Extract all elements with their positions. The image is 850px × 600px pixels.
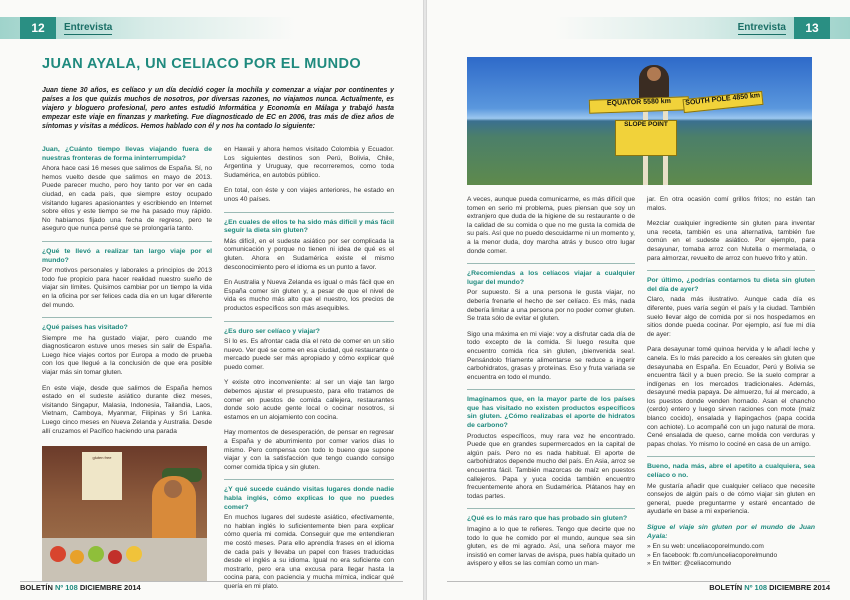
- interview-answer: Sigo una máxima en mi viaje: voy a disfrutar cada día de todo excepto de la comida. Si luego resulta que encuentro comida rica sin gluten, ¡bienvenida sea!. Pensándolo fríamente alimentarse se reduce a ingerir carbohidratos, grasas y proteínas. Eso y fruta variada se encuentra en todo el mundo.: [467, 330, 635, 381]
- question-rule: [224, 479, 394, 480]
- interview-answer: Por motivos personales y laborales a principios de 2013 todo fue propicio para hacer realidad nuestro sueño de viajar sin límites. Quisimos cambiar por un tiempo la vida en la oficina por ser felices cada día en un lugar diferente del mundo.: [42, 267, 212, 309]
- interview-answer: Mezclar cualquier ingrediente sin gluten para inventar una receta, también es una alternativa, también fue común en el sudeste asiático. Por ejemplo, para desayunar, tomaba arroz con Nutella o mermelada, o para almorzar, revuelto de arroz con huevo frito y atún.: [647, 220, 815, 262]
- page-number: 12: [20, 17, 56, 39]
- interview-answer: Más difícil, en el sudeste asiático por ser complicada la comunicación y porque no tienen ni idea de qué es el gluten. Ahora en Sudamérica existe el mismo desconocimiento pero el idioma es un punto a favor.: [224, 237, 394, 271]
- question-rule: [224, 212, 394, 213]
- left-column-1: [42, 146, 212, 443]
- footer-prefix: BOLETÍN: [20, 583, 53, 592]
- footer-rule: [20, 581, 403, 582]
- right-column-2: [647, 196, 815, 524]
- fruit-shape: [108, 550, 122, 564]
- fruit-counter: [42, 538, 207, 582]
- interview-question: ¿Recomiendas a los celíacos viajar a cualquier lugar del mundo?: [467, 270, 635, 286]
- interview-answer: Claro, nada más ilustrativo. Aunque cada día es diferente, pues varía según el país y la ciudad. También suelo llevar algo de comida por si nos hospedamos en sitios donde pueda cocinar. Por ejemplo, así fue mi día de ayer:: [647, 296, 815, 338]
- slope-point-sign: SLOPE POINT: [615, 120, 677, 156]
- right-page: [427, 0, 850, 600]
- south-pole-sign: SOUTH POLE 4850 km: [682, 91, 763, 113]
- interview-answer: Por supuesto. Si a una persona le gusta viajar, no debería frenarle el hecho de ser celíaco. Es más, nada debería limitar a una persona por no poder comer gluten. Se trata sólo de evitar el gluten.: [467, 289, 635, 323]
- interview-answer: Para desayunar tomé quinoa hervida y le añadí leche y canela. Es lo más parecido a los cereales sin gluten que desayunaba en España. En Ecuador, Perú y Bolivia se encuentra fácil y a buen precio. Se la suelo comprar a indígenas en los mercados tradicionales. Además, desayuné media papaya. De almuerzo, fui al mercado, a los puestos donde venden hornado. Asan el chancho (cerdo) entero y luego sirven raciones con mote (maíz blanco cocido), ensalada y llapingachos (papa cocida con achiote). Lo acompañé con un jugo natural de mora. Cené ensalada de queso, carne molida con verduras y papas cholas. Yo mismo lo cociné en casa de un amigo.: [647, 346, 815, 448]
- interview-answer: En este viaje, desde que salimos de España hemos estado en el sudeste asiático durante diez meses, visitando Singapur, Malasia, Indonesia, Tailandia, Laos, Vietnam, Camboya, Myanmar, Filipinas y Sri Lanka. Luego cinco meses en Nueva Zelanda y Australia. Desde allí cruzamos el Pacífico haciendo una parada: [42, 384, 212, 435]
- question-rule: [647, 456, 815, 457]
- market-sign: [82, 452, 122, 500]
- interview-question: Imaginamos que, en la mayor parte de los países que has visitado no existen productos específicos sin gluten. ¿Cómo realizabas el aporte de hidratos de carbono?: [467, 396, 635, 430]
- interview-question: ¿Qué es lo más raro que has probado sin gluten?: [467, 515, 628, 523]
- market-photo: [42, 446, 207, 582]
- equator-sign: EQUATOR 5580 km: [589, 96, 689, 113]
- market-sign-text: gluten free: [92, 455, 112, 460]
- interview-question: ¿Qué te llevó a realizar tan largo viaje por el mundo?: [42, 247, 212, 264]
- page-number: 13: [794, 17, 830, 39]
- article-intro: Juan tiene 30 años, es celíaco y un día decidió coger la mochila y comenzar a viajar por continentes y países a los que quizás muchos de nosotros, por diversas razones, no viajamos nunca. Actualmente, es viajero y bloguero profesional, pero antes estudió Informática y Economía en Málaga y trabajó hasta empezar este viaje en finanzas y marketing. Fue diagnosticado de EC en 2006, tras más de diez años de síntomas y visitas a médicos. Hemos hablado con él y nos ha contado lo siguiente:: [42, 87, 394, 131]
- interview-answer: Hay momentos de desesperación, de pensar en regresar a España y de aburrimiento por comer varios días lo mismo. Pero compensa con todo lo bueno que supone viajar y con la satisfacción que tengo cuando consigo comer comida típica y sin gluten.: [224, 429, 394, 471]
- interview-answer: Ahora hace casi 16 meses que salimos de España. Sí, no hemos vuelto desde que salimos en mayo de 2013. Puede parecer mucho, pero hoy tanto por ver en cada ciudad, en cada país, que siempre estoy ocupado visitando lugares apasionantes y escribiendo en Internet sobre ellos y este tiempo se me ha pasado muy rápido. No habíamos fijado una fecha de regreso, pero te aseguro que nunca pensé que se prolongaría tanto.: [42, 165, 212, 233]
- footer-rule: [447, 581, 830, 582]
- interview-answer: Sí lo es. Es afrontar cada día el reto de comer en un sitio nuevo. Ver qué se come en esa ciudad, qué restaurante o mercado puede ser más apropiado y cómo explicar qué puedo comer.: [224, 338, 394, 371]
- interview-answer: Siempre me ha gustado viajar, pero cuando me diagnosticaron estuve unos meses sin salir de España. Luego hice viajes cortos por Europa a modo de prueba con los que llegué a la conclusión de que era posible viajar más sin tomar gluten.: [42, 334, 212, 377]
- follow-link-twitter[interactable]: » En twitter: @celiacomundo: [647, 560, 732, 568]
- interview-answer: A veces, aunque pueda comunicarme, es más difícil que tomen en serio mi problema, pues piensan que soy un extranjero que duda de la higiene de su restaurante o de la calidad de su comida o que no me gusta la comida de su país. Así que no puedo descuidarme ni un momento y, a la menor duda, doy marcha atrás y busco otro lugar donde comer.: [467, 196, 635, 255]
- fruit-shape: [126, 546, 142, 562]
- interview-answer: Y existe otro inconveniente: al ser un viaje tan largo debemos ajustar el presupuesto, para ello tratamos de comer en puestos de comida callejera, restaurantes donde solo acude gente local o cocinar nosotros, si estamos en un alojamiento con cocina.: [224, 379, 394, 421]
- interview-question: Por último, ¿podrías contarnos tu dieta sin gluten del día de ayer?: [647, 277, 815, 293]
- interview-answer: en Hawaii y ahora hemos visitado Colombia y Ecuador. Los siguientes destinos son Perú, Bolivia, Chile, Argentina y Uruguay, que recorreremos, como toda Sudamérica, en autobús público.: [224, 146, 394, 179]
- section-tag: Entrevista: [64, 22, 113, 33]
- question-rule: [42, 241, 212, 242]
- question-rule: [42, 317, 212, 318]
- follow-link-web[interactable]: » En su web: unceliacoporelmundo.com: [647, 543, 764, 551]
- face-shape: [164, 480, 182, 498]
- interview-question: ¿En cuales de ellos te ha sido más difícil y más fácil seguir la dieta sin gluten?: [224, 218, 394, 235]
- article-title: JUAN AYALA, UN CELIACO POR EL MUNDO: [42, 56, 362, 72]
- fruit-shape: [88, 546, 104, 562]
- question-rule: [647, 270, 815, 271]
- footer-number: Nº 108: [744, 583, 768, 592]
- question-rule: [467, 389, 635, 390]
- interview-question: Juan, ¿Cuánto tiempo llevas viajando fuera de nuestras fronteras de forma ininterrumpida?: [42, 146, 212, 162]
- right-column-1: [467, 196, 635, 576]
- left-page: [0, 0, 423, 600]
- fruit-shape: [70, 550, 84, 564]
- interview-question: ¿Es duro ser celíaco y viajar?: [224, 327, 320, 335]
- face-shape: [647, 67, 661, 81]
- question-rule: [224, 321, 394, 322]
- interview-question: Bueno, nada más, abre el apetito a cualquiera, sea celíaco o no.: [647, 463, 815, 480]
- interview-answer: Productos específicos, muy rara vez he encontrado. Puede que en grandes supermercados en la capital de algún país. Pero no es nada habitual. El aporte de carbohidratos depende mucho del país. En Asia, arroz se encuentra fácil. También mazorcas de maíz en puestos callejeros. Papa y yuca cocida también encuentro frecuentemente ahora en Sudamérica. Plátanos hay en todas partes.: [467, 432, 635, 500]
- interview-answer: Me gustaría añadir que cualquier celíaco que necesite consejos de algún país o de cómo viajar sin gluten en general, puede preguntarme y estaré encantado de ayudarle en base a mi experiencia.: [647, 482, 815, 516]
- question-rule: [467, 508, 635, 509]
- interview-answer: Imagino a lo que te refieres. Tengo que decirte que no todo lo que he comido por el mundo, aunque sea sin gluten, es de mi agrado. Así, una señora mayor me insistió en comer larvas de avispa, pues había quitado un avispero y ellos se las comían como un man-: [467, 526, 635, 568]
- follow-title: Sigue el viaje sin gluten por el mundo de Juan Ayala:: [647, 524, 815, 540]
- left-column-2: [224, 146, 394, 599]
- interview-answer: En total, con éste y con viajes anteriores, he estado en unos 40 países.: [224, 187, 394, 203]
- page-footer: [709, 583, 830, 592]
- footer-prefix: BOLETÍN: [709, 583, 743, 592]
- section-tag: Entrevista: [737, 22, 786, 33]
- slope-point-photo: [467, 57, 812, 185]
- footer-number: Nº 108: [55, 583, 78, 592]
- interview-answer: En muchos lugares del sudeste asiático, efectivamente, no hablan inglés lo suficientemente bien para explicar cómo quería mi comida. Conseguir que me entendieran me costó meses. Para ello aprendía frases en el idioma de cada país y llevaba un papel con frases traducidas desde el inglés a su idioma. Igual no era suficiente con mostrarlo, pero era una excusa para llegar hasta la cocina para, con paciencia y mucha mímica, indicar qué quería en mi plato.: [224, 514, 394, 590]
- question-rule: [467, 263, 635, 264]
- fruit-shape: [50, 546, 66, 562]
- page-footer: [20, 583, 141, 592]
- header-bar: [427, 17, 850, 39]
- interview-answer: jar. En otra ocasión comí grillos fritos; no están tan malos.: [647, 196, 815, 212]
- follow-link-facebook[interactable]: » En facebook: fb.com/unceliacoporelmundo: [647, 551, 778, 559]
- footer-date: DICIEMBRE 2014: [79, 583, 141, 592]
- interview-question: ¿Y qué sucede cuándo visitas lugares donde nadie habla inglés, cómo explicas lo que no puedes comer?: [224, 486, 394, 511]
- interview-question: ¿Qué países has visitado?: [42, 324, 128, 332]
- footer-date: DICIEMBRE 2014: [769, 583, 830, 592]
- interview-answer: En Australia y Nueva Zelanda es igual o más fácil que en España comer sin gluten y, a pesar de que el nivel de vida es mucho más alto que el nuestro, los precios de productos específicos son más asequibles.: [224, 279, 394, 312]
- follow-box: [647, 524, 815, 569]
